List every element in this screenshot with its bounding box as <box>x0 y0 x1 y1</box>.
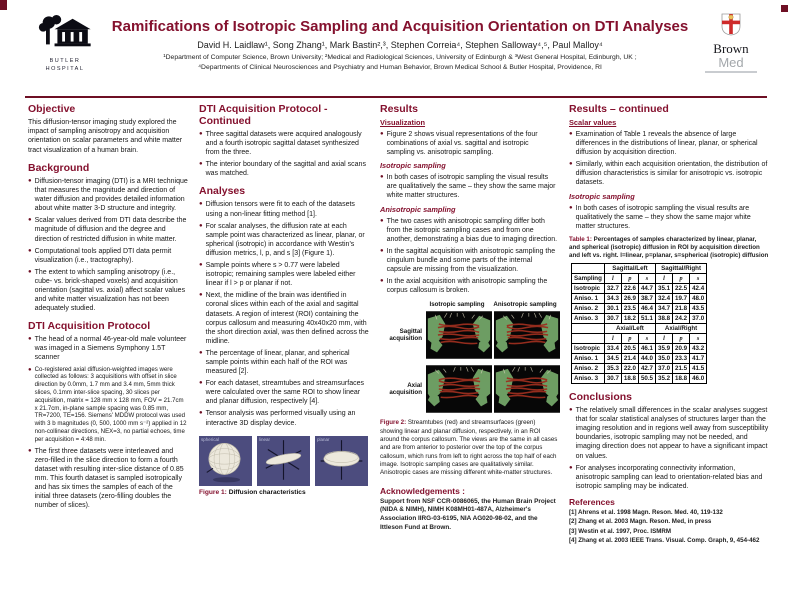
table-row <box>572 324 707 334</box>
table1-caption-text: Percentages of samples characterized by linear, planar, and spherical (isotropic) diffusion in ROI by acquisition direction and left vs. right. l=linear, p=planar, s=spherical (isotropic) diffusion <box>569 235 769 259</box>
reference-item: [1] Ahrens et al. 1998 Magn. Reson. Med. 40, 119-132 <box>569 508 723 516</box>
list-item <box>28 366 188 444</box>
table-cell: 51.1 <box>638 314 655 324</box>
bullet-icon: ● <box>199 410 203 417</box>
header-center <box>104 8 696 74</box>
bullet-icon: ● <box>199 380 203 387</box>
table-subcol: p <box>673 334 690 344</box>
figure2-row-label-axial: Axial acquisition <box>389 381 422 397</box>
table-cell: 21.4 <box>621 354 638 364</box>
table-cell: 35.1 <box>656 284 673 294</box>
bullet-text: Figure 2 shows visual representations of the four combinations of axial vs. sagittal and isotropic sampling vs. anisotropic sampling. <box>386 131 538 157</box>
list-item <box>199 291 369 346</box>
list-item <box>199 200 369 218</box>
bullet-icon: ● <box>380 174 384 181</box>
bullet-text: Co-registered axial diffusion-weighted images were collected as follows: 3 acquisitions with offset in slice direction by 0.0mm, 1.7 mm and 3.4 mm, 5mm thick slices, 0.1mm inter-slice spacing, 30 slices per acquisition, matrix = 128 mm x 128 mm, FOV = 21.7cm x 21.7cm, in-plane sample spacing was 0.85 mm, TR=7200, TE=156. Siemens' MDDW protocol was used with 3 b magnitudes (0, 500, 1000 mm s⁻²) applied in 12 non-collinear directions, NEX=3, no partial echoes, time per acquisition = 4:48 min. <box>34 365 187 443</box>
bullet-text: Next, the midline of the brain was identified in coronal slices within each of the axial and sagittal datasets. A region of interest (ROI) containing the corpus callosum and measuring 40x40x20 mm, with the short direction axial, was then defined across the midline. <box>205 292 369 345</box>
bullet-icon: ● <box>199 349 203 356</box>
bullet-text: Similarly, within each acquisition orientation, the distribution of diffusion characteristics is similar for anisotropic vs. isotropic datasets. <box>575 161 768 187</box>
table-group-header: Axial/Left <box>604 324 655 334</box>
figure2-col-label-isotropic: Isotropic sampling <box>429 301 485 309</box>
table-row <box>572 344 707 354</box>
list-item <box>569 204 769 231</box>
table-group-header: Sagittal/Left <box>604 264 655 274</box>
table-row <box>572 264 707 274</box>
bullet-text: The interior boundary of the sagittal and axial scans was matched. <box>205 161 366 178</box>
list-item <box>199 409 369 427</box>
list-item <box>28 216 188 243</box>
table-cell: 20.9 <box>673 344 690 354</box>
table-row-label: Aniso. 3 <box>572 374 605 384</box>
list-item <box>569 406 769 461</box>
figure2-image-sagittal-anisotropic <box>494 309 560 361</box>
bullet-text: In both cases of isotropic sampling the visual results are qualitatively the same – they show the same major white matter structures. <box>575 204 751 230</box>
list-item <box>199 222 369 258</box>
section-heading-conclusions: Conclusions <box>569 391 633 404</box>
list-item <box>380 173 558 200</box>
table-cell: 24.2 <box>673 314 690 324</box>
table-cell: 37.0 <box>656 364 673 374</box>
planar-glyph-icon <box>315 436 368 486</box>
table-cell: 35.9 <box>656 344 673 354</box>
figure2-caption-text: Streamtubes (red) and streamsurfaces (green) showing linear and planar diffusion, respectively, in an ROI around the corpus callosum. The views are the same in all cases and are from anterior to posterior over the top of the corpus callosum, which runs from left to right across the top half of each image. Isotropic sampling cases are qualitatively similar. Anisotropic cases are missing different white-matter structures. <box>380 419 558 477</box>
brown-med-logo <box>696 8 766 73</box>
bullet-text: The extent to which sampling anisotropy (i.e., cube- vs. brick-shaped voxels) and acquisition orientation (sagittal vs. axial) affect scalar values and white matter visualization has not been adequately studied. <box>34 268 186 313</box>
column-analyses <box>199 103 369 608</box>
figure1 <box>199 436 369 486</box>
acknowledgements-heading: Acknowledgements : <box>380 485 466 496</box>
bullet-icon: ● <box>380 131 384 137</box>
bullet-text: In the sagittal acquisition with anisotropic sampling the cingulum bundle and some parts of the internal capsule are missing from the visualization. <box>386 247 556 274</box>
section-heading-protocol: DTI Acquisition Protocol <box>28 320 151 333</box>
butler-logo-text-line1: BUTLER <box>49 58 81 64</box>
figure1-caption-text: Diffusion characteristics <box>228 488 306 496</box>
table-subcol: l <box>656 274 673 284</box>
section-heading-results-continued: Results – continued <box>569 103 669 115</box>
bullet-icon: ● <box>199 222 203 229</box>
bullet-icon: ● <box>28 336 32 343</box>
table-cell: 22.6 <box>621 284 638 294</box>
figure1-caption-label: Figure 1: <box>199 488 227 496</box>
list-item <box>199 160 369 178</box>
reference-item: [2] Zhang et al. 2003 Magn. Reson. Med, in press <box>569 518 712 526</box>
table-cell: 22.5 <box>673 284 690 294</box>
bullet-icon: ● <box>569 204 573 211</box>
bullet-text: Three sagittal datasets were acquired analogously and a fourth isotropic sagittal dataset synthesized from the three. <box>205 131 362 157</box>
table-row-label: Aniso. 1 <box>572 354 605 364</box>
table-cell: 34.5 <box>604 354 621 364</box>
subheading-isotropic-sampling-2: Isotropic sampling <box>569 191 635 201</box>
bullet-text: Computational tools applied DTI data permit visualization (i.e., tractography). <box>34 247 172 264</box>
bullet-text: For analyses incorporating connectivity information, anisotropic sampling can lead to orientation-related bias and isotropic sampling may be indicated. <box>575 464 763 490</box>
list-item <box>28 247 188 265</box>
table-cell: 41.5 <box>690 364 707 374</box>
table-cell: 42.4 <box>690 284 707 294</box>
table-row <box>572 374 707 384</box>
list-item <box>380 277 558 295</box>
bullet-text: Examination of Table 1 reveals the absence of large differences in the distributions of linear, planar, or spherical diffusion by acquisition direction. <box>575 131 758 157</box>
figure2-column-headers <box>380 301 558 308</box>
table-row <box>572 294 707 304</box>
bullet-icon: ● <box>199 201 203 208</box>
table1-caption <box>569 236 769 260</box>
list-item <box>569 464 769 491</box>
butler-hospital-logo <box>26 8 104 73</box>
table-cell: 32.7 <box>604 284 621 294</box>
figure2-image-sagittal-isotropic <box>426 309 492 361</box>
table-row <box>572 274 707 284</box>
affiliation-line-2: ⁴Departments of Clinical Neurosciences and Psychiatry and Human Behavior, Brown Medical School & Butler Hospital, Providence, RI <box>198 64 602 72</box>
table-cell: 33.4 <box>604 344 621 354</box>
table-subcol: p <box>621 274 638 284</box>
figure1-label: spherical <box>201 436 220 442</box>
bullet-icon: ● <box>199 292 203 299</box>
table-cell: 46.1 <box>638 344 655 354</box>
table-row-label: Aniso. 1 <box>572 294 605 304</box>
table-cell: 18.8 <box>621 374 638 384</box>
column-results <box>380 103 558 608</box>
table-cell: 19.7 <box>673 294 690 304</box>
table-cell: 44.0 <box>638 354 655 364</box>
butler-hospital-icon <box>36 14 94 52</box>
figure2-row-sagittal <box>380 309 558 361</box>
list-item <box>380 130 558 157</box>
figure2-caption-label: Figure 2: <box>380 419 407 427</box>
poster-body <box>28 103 770 608</box>
table-subcol: l <box>604 334 621 344</box>
linear-glyph-icon <box>257 436 310 486</box>
figure2-image-axial-isotropic <box>426 363 492 415</box>
table-cell: 21.5 <box>673 364 690 374</box>
section-heading-protocol-continued: DTI Acquisition Protocol - Continued <box>199 103 328 127</box>
bullet-text: The percentage of linear, planar, and spherical sample points within each half of the ROI was measured [2]. <box>205 349 350 376</box>
bullet-icon: ● <box>569 407 573 414</box>
bullet-icon: ● <box>380 278 384 285</box>
bullet-text: The two cases with anisotropic sampling differ both from the isotropic sampling cases and from one another, demonstrating a bias due to imaging direction. <box>386 217 558 243</box>
column-results-continued <box>569 103 769 608</box>
bullet-icon: ● <box>28 447 32 454</box>
bullet-icon: ● <box>28 177 32 184</box>
table-subcol: l <box>656 334 673 344</box>
table-group-header: Sagittal/Right <box>656 264 707 274</box>
brown-crest-icon <box>720 12 742 36</box>
figure2-caption <box>380 419 558 478</box>
table-subcol: p <box>621 334 638 344</box>
figure2 <box>380 301 558 415</box>
bullet-text: Sample points where s > 0.77 were labeled isotropic; remaining samples were labeled either linear if l > p or planar if not. <box>205 262 356 288</box>
reference-item: [4] Zhang et al. 2003 IEEE Trans. Visual. Comp. Graph, 9, 454-462 <box>569 536 760 544</box>
table-row-label: Aniso. 2 <box>572 304 605 314</box>
corner-mark <box>0 0 7 10</box>
list-item <box>380 217 558 244</box>
bullet-text: In both cases of isotropic sampling the visual results are qualitatively the same – they show the same major white matter structures. <box>386 174 556 200</box>
list-item <box>28 335 188 362</box>
figure1-panel-planar <box>315 436 368 486</box>
bullet-icon: ● <box>28 268 32 275</box>
list-item <box>28 268 188 313</box>
list-item <box>199 130 369 157</box>
section-heading-objective: Objective <box>28 103 76 115</box>
butler-logo-text-line2: HOSPITAL <box>45 66 85 73</box>
figure1-label: linear <box>259 436 271 442</box>
table-cell: 32.4 <box>656 294 673 304</box>
figure2-col-label-anisotropic: Anisotropic sampling <box>493 301 557 309</box>
table-cell: 23.5 <box>621 304 638 314</box>
corner-mark <box>781 5 788 12</box>
subheading-anisotropic-sampling: Anisotropic sampling <box>380 204 456 214</box>
bullet-icon: ● <box>199 161 203 168</box>
table-cell: 18.2 <box>621 314 638 324</box>
figure2-row-label-sagittal: Sagittal acquisition <box>389 327 422 343</box>
table1 <box>571 263 707 384</box>
bullet-text: The relatively small differences in the scalar analyses suggest that for scalar statistical analyses of structures larger than the imaging resolution and in regions well away from susceptibility boundaries, isotropic sampling may not be needed, and imaging direction does not appear to have a significant impact on values. <box>575 407 769 460</box>
table-cell: 30.7 <box>604 314 621 324</box>
table-row <box>572 364 707 374</box>
table-subcol: s <box>638 334 655 344</box>
bullet-icon: ● <box>199 131 203 137</box>
table-cell: 35.0 <box>656 354 673 364</box>
table-cell: 43.5 <box>690 304 707 314</box>
figure1-panel-linear <box>257 436 310 486</box>
bullet-text: The head of a normal 46-year-old male volunteer was imaged in a Siemens Symphony 1.5T scanner <box>34 336 187 362</box>
table-row-label: Isotropic <box>572 284 605 294</box>
brown-logo-text-line1: Brown <box>713 41 749 56</box>
reference-item: [3] Westin et al. 1997, Proc. ISMRM <box>569 527 672 535</box>
table-cell-blank <box>572 334 605 344</box>
figure1-panel-spherical <box>199 436 252 486</box>
table-subcol: s <box>690 334 707 344</box>
table-row-label: Aniso. 2 <box>572 364 605 374</box>
table-cell: 26.9 <box>621 294 638 304</box>
acknowledgements-text: Support from NSF CCR-0086065, the Human Brain Project (NIDA & NIMH), NIMH K08MH01-487A, Alzheimer's Association IIRG-03-6195, NIA AG020-98-02, and the Ittleson Fund at Brown. <box>380 497 556 531</box>
bullet-icon: ● <box>28 247 32 254</box>
table-cell: 22.0 <box>621 364 638 374</box>
table-subcol: l <box>604 274 621 284</box>
bullet-text: Diffusion-tensor imaging (DTI) is a MRI technique that measures the magnitude and direction of water diffusion and provides detailed information about white matter 3-D structure and integrity. <box>34 177 188 213</box>
table-cell: 38.8 <box>656 314 673 324</box>
bullet-icon: ● <box>380 217 384 224</box>
table-cell: 35.2 <box>656 374 673 384</box>
bullet-icon: ● <box>569 161 573 168</box>
poster-header <box>26 8 766 94</box>
section-heading-analyses: Analyses <box>199 185 246 198</box>
brown-logo-tagline <box>705 71 757 73</box>
table-row <box>572 354 707 364</box>
list-item <box>199 349 369 376</box>
table-cell: 50.5 <box>638 374 655 384</box>
section-heading-results: Results <box>380 103 418 115</box>
table-cell: 34.7 <box>656 304 673 314</box>
bullet-icon: ● <box>28 217 32 224</box>
poster-title: Ramifications of Isotropic Sampling and Acquisition Orientation on DTI Analyses <box>111 18 689 35</box>
bullet-icon: ● <box>28 366 32 373</box>
bullet-text: Diffusion tensors were fit to each of the datasets using a non-linear fitting method [1]. <box>205 201 355 218</box>
figure2-row-axial <box>380 363 558 415</box>
bullet-icon: ● <box>199 262 203 269</box>
bullet-icon: ● <box>569 464 573 471</box>
bullet-text: In the axial acquisition with anisotropic sampling the corpus callosum is broken. <box>386 278 548 295</box>
table-cell-blank <box>572 264 605 274</box>
table-group-header: Axial/Right <box>656 324 707 334</box>
table-cell: 30.7 <box>604 374 621 384</box>
list-item <box>199 261 369 288</box>
section-heading-references: References <box>569 496 615 507</box>
list-item <box>199 379 369 406</box>
header-divider <box>25 96 767 98</box>
bullet-text: The first three datasets were interleaved and zero-filled in the slice direction to form a fourth dataset with resulting inter-slice distance of 0.85 mm. This fourth dataset is sampled isotropically and has six times the samples of each of the initial three datasets (zero-filling doubles the number of slices). <box>34 447 184 510</box>
table-cell: 42.7 <box>638 364 655 374</box>
table-cell: 46.0 <box>690 374 707 384</box>
table-subcol: s <box>638 274 655 284</box>
table-subcol: p <box>673 274 690 284</box>
figure2-corner-spacer <box>380 301 422 308</box>
subheading-scalar-values: Scalar values <box>569 118 617 127</box>
objective-text: This diffusion-tensor imaging study explored the impact of sampling anisotropy and acquisition orientation on scalar parameters and white matter tract visualization of a human brain. <box>28 119 183 154</box>
table-cell: 43.2 <box>690 344 707 354</box>
table-cell: 34.3 <box>604 294 621 304</box>
table-row-label: Aniso. 3 <box>572 314 605 324</box>
figure2-image-axial-anisotropic <box>494 363 560 415</box>
table-cell: 20.5 <box>621 344 638 354</box>
table-cell: 48.0 <box>690 294 707 304</box>
bullet-text: For scalar analyses, the diffusion rate at each sample point was characterized as linear, planar, or spherical (isotropic) in accordance with Westin's diffusion metrics, l, p, and s [3] (Figure 1). <box>205 222 365 257</box>
affiliation-line-1: ¹Department of Computer Science, Brown University; ²Medical and Radiological Sciences, University of Edinburgh & ³West General Hospital, Edinburgh, UK ; <box>163 54 637 62</box>
table-row-label: Isotropic <box>572 344 605 354</box>
bullet-text: Tensor analysis was performed visually using an interactive 3D display device. <box>205 410 356 427</box>
list-item <box>569 160 769 187</box>
table-cell: 18.8 <box>673 374 690 384</box>
figure1-label: planar <box>317 436 330 442</box>
bullet-icon: ● <box>569 131 573 137</box>
section-heading-background: Background <box>28 161 90 174</box>
table-cell: 38.7 <box>638 294 655 304</box>
brown-logo-text-line2: Med <box>718 54 744 70</box>
table-cell: 30.1 <box>604 304 621 314</box>
table1-caption-label: Table 1: <box>569 235 592 243</box>
table-row <box>572 334 707 344</box>
table-subcol: s <box>690 274 707 284</box>
bullet-text: Scalar values derived from DTI data describe the magnitude of diffusion and the degree and direction of restricted diffusion in white matter. <box>34 217 187 243</box>
figure1-caption <box>199 489 369 498</box>
column-objective <box>28 103 188 608</box>
table-row <box>572 284 707 294</box>
table-header-sampling: Sampling <box>572 274 605 284</box>
spherical-glyph-icon <box>199 436 252 486</box>
list-item <box>28 177 188 213</box>
table-cell: 21.8 <box>673 304 690 314</box>
table-row <box>572 314 707 324</box>
table-cell: 35.3 <box>604 364 621 374</box>
bullet-text: For each dataset, streamtubes and streamsurfaces were calculated over the same ROI to show linear and planar diffusion, respectively [4]. <box>205 380 364 406</box>
table-cell: 23.3 <box>673 354 690 364</box>
table-cell: 41.7 <box>690 354 707 364</box>
list-item <box>28 447 188 511</box>
table-cell-blank <box>572 324 605 334</box>
list-item <box>569 130 769 157</box>
subheading-isotropic-sampling: Isotropic sampling <box>380 161 446 171</box>
table-cell: 46.4 <box>638 304 655 314</box>
list-item <box>380 247 558 274</box>
bullet-icon: ● <box>380 247 384 254</box>
subheading-visualization: Visualization <box>380 118 426 127</box>
authors-line: David H. Laidlaw¹, Song Zhang¹, Mark Bastin²,³, Stephen Correia⁴, Stephen Salloway⁴,⁵, Paul Malloy⁴ <box>197 40 603 51</box>
table-row <box>572 304 707 314</box>
table-cell: 44.7 <box>638 284 655 294</box>
table-cell: 37.0 <box>690 314 707 324</box>
